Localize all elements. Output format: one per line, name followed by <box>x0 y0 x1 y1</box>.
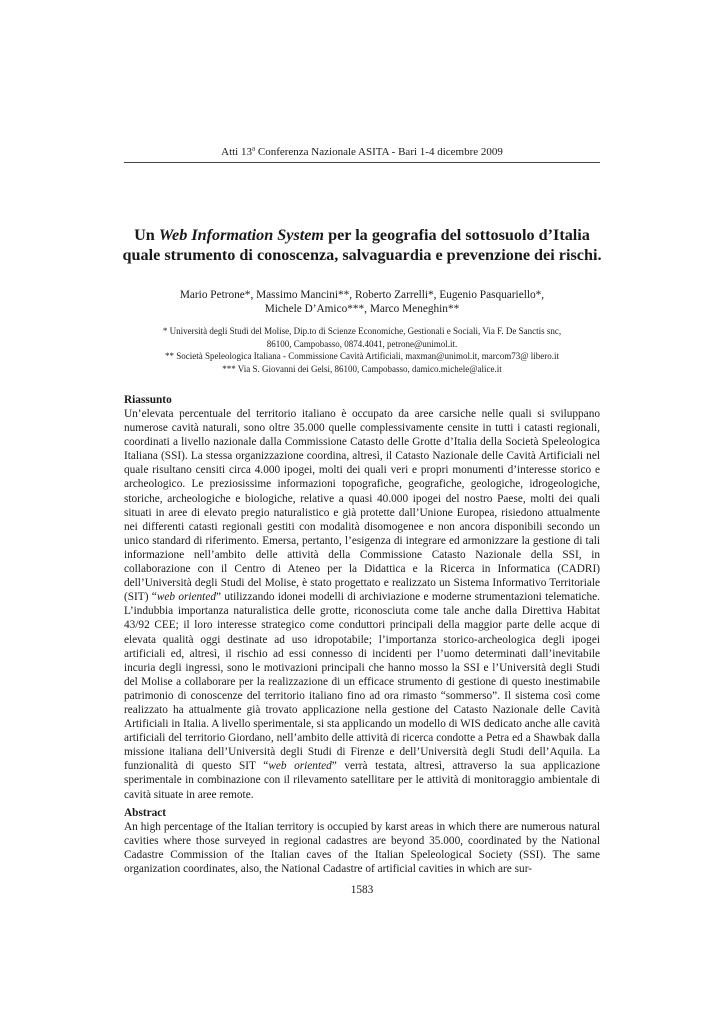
header-rule <box>124 162 600 163</box>
running-header: Atti 13$^a$ Conferenza Nazionale ASITA - Bari 1-4 dicembre 2009 <box>221 144 503 158</box>
page-number: 1583 <box>350 884 374 896</box>
abstract-paragraph: An high percentage of the Italian territory is occupied by karst areas in which there are numerous natural cavities where those surveyed in regional cadastres are beyond 35.000, coordinated by the National Cadastre Commission of the Italian caves of the Italian Speleological Society (SSI). The same organization coordinates, also, the National Cadastre of artificial cavities in which are sur- <box>124 821 600 876</box>
affiliation-line: ** Società Speleologica Italiana - Commissione Cavità Artificiali, maxman@unimol.it, marcom73@ libero.it <box>165 351 559 361</box>
author-list <box>124 288 600 316</box>
affiliation-line: *** Via S. Giovanni dei Gelsi, 86100, Campobasso, damico.michele@alice.it <box>222 363 502 374</box>
riassunto-paragraph: Un’elevata percentuale del territorio italiano è occupato da aree carsiche nelle quali si sviluppano numerose cavità naturali, sono oltre 35.000 quelle complessivamente censite in tutti i catasti regionali, coordinati a livello nazionale dalla Commissione Catasto delle Grotte d’Italia della Società Speleologica Italiana (SSI). La stessa organizzazione coordina, altresì, il Catasto Nazionale delle Cavità Artificiali nel quale risultano censiti circa 4.000 ipogei, molti dei quali veri e propri monumenti d’interesse storico e archeologico. Le preziosissime informazioni topografiche, geografiche, geologiche, idrogeologiche, storiche, archeologiche e biologiche, relative a quasi 40.000 ipogei del nostro Paese, molti dei quali situati in aree di elevato pregio naturalistico e già protette dall’Unione Europea, risiedono attualmente nei differenti catasti regionali gestiti con modalità disomogenee e non ancora disponibili secondo un unico standard di riferimento. Emersa, pertanto, l’esigenza di integrare ed armonizzare la gestione di tali informazione nell’ambito delle attività della Commissione Catasto Nazionale della SSI, in collaborazione con il Centro di Ateneo per la Didattica e la Ricerca in Informatica (CADRI) dell’Università degli Studi del Molise, è stato progettato e realizzato un Sistema Informativo Territoriale (SIT) “web oriented” utilizzando idonei modelli di archiviazione e moderne strumentazioni telematiche. L’indubbia importanza naturalistica delle grotte, riconosciuta come tale anche dalla Direttiva Habitat 43/92 CEE; il loro interesse strategico come conduttori principali della maggior parte delle acque di elevata qualità oggi destinate ad uso idropotabile; l’importanza storico-archeologica degli ipogei artificiali ed, altresì, il rischio ad essi connesso di incidenti per l’uomo determinati dall’inevitabile incuria degli ingressi, sono le motivazioni principali che hanno mosso la SSI e l’Università degli Studi del Molise a collaborare per la realizzazione di un efficace strumento di gestione di questo inestimabile patrimonio di conoscenze del territorio italiano fino ad ora rimasto “sommerso”. Il sistema così come realizzato ha attualmente già trovato applicazione nella gestione del Catasto Nazionale delle Cavità Artificiali in Italia. A livello sperimentale, si sta applicando un modello di WIS dedicato anche alle cavità artificiali del territorio Giordano, nell’ambito delle attività di ricerca condotte a Petra ed a Shawbak dalla missione italiana dell’Università degli Studi di Firenze e dell’Università degli Studi dell’Aquila. La funzionalità di questo SIT “web oriented” verrà testata, altresì, attraverso la sua applicazione sperimentale in combinazione con il rilevamento satellitare per le attività di monitoraggio ambientale di cavità situate in aree remote. <box>124 408 601 801</box>
paper-title: Un Web Information System per la geografia del sottosuolo d’Italia quale strumento di conoscenza, salvaguardia e prevenzione dei rischi. <box>122 226 602 264</box>
author-line: Mario Petrone*, Massimo Mancini**, Roberto Zarrelli*, Eugenio Pasquariello*, <box>179 289 545 301</box>
riassunto-section <box>124 393 600 802</box>
riassunto-heading: Riassunto <box>124 394 172 406</box>
affiliation-line: 86100, Campobasso, 0874.4041, petrone@unimol.it. <box>266 338 458 349</box>
affiliations <box>124 325 600 375</box>
author-line: Michele D’Amico***, Marco Meneghin** <box>264 303 460 315</box>
abstract-heading: Abstract <box>124 807 167 819</box>
abstract-section <box>124 806 600 876</box>
affiliation-line: * Università degli Studi del Molise, Dip.to di Scienze Economiche, Gestionali e Sociali, Via F. De Sanctis snc, <box>162 326 562 336</box>
